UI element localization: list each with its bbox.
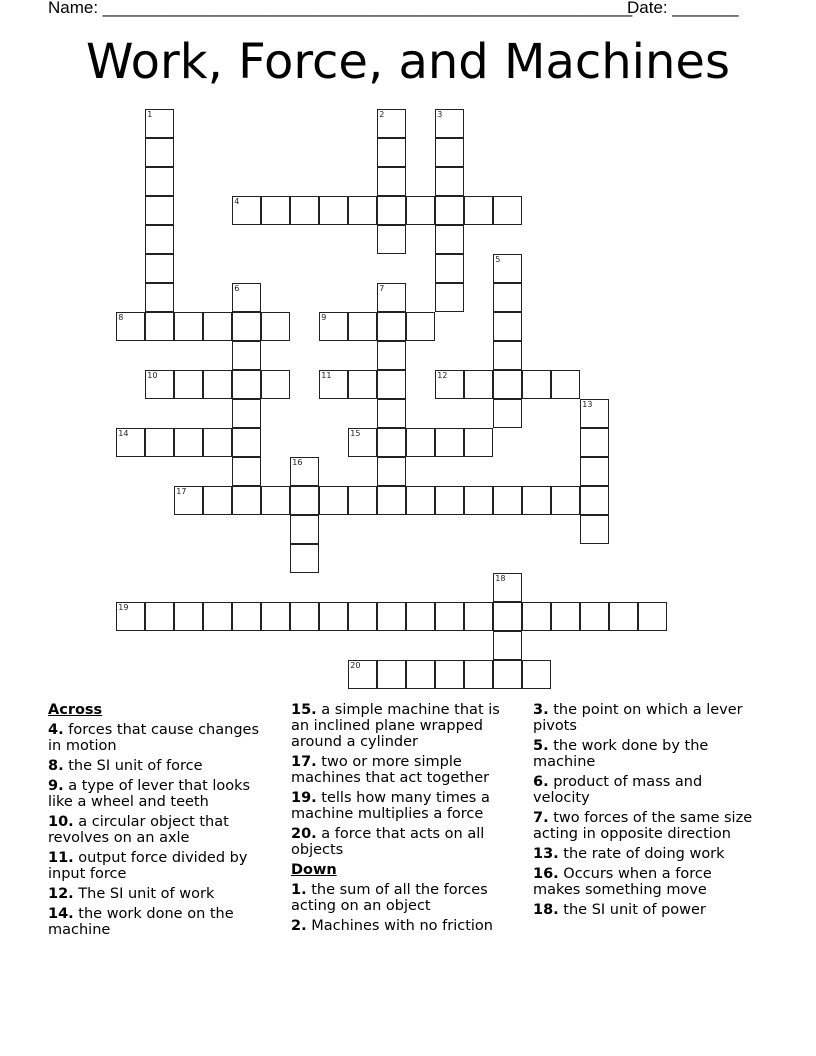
grid-cell[interactable] [551, 370, 580, 399]
grid-cell[interactable] [638, 602, 667, 631]
grid-cell[interactable] [493, 399, 522, 428]
clue-number: 19 [118, 603, 129, 613]
grid-cell[interactable] [377, 660, 406, 689]
grid-cell[interactable] [145, 167, 174, 196]
grid-cell[interactable] [435, 167, 464, 196]
clue-number: 3 [437, 110, 443, 120]
grid-cell[interactable] [290, 515, 319, 544]
grid-cell[interactable] [348, 660, 377, 689]
clue-down-18: 18. the SI unit of power [533, 902, 706, 918]
clue-across-9: 9. a type of lever that looks like a wheel and teeth [48, 778, 251, 810]
grid-cell[interactable] [348, 196, 377, 225]
grid-cell[interactable] [464, 428, 493, 457]
across-heading: Across [48, 702, 103, 718]
grid-cell[interactable] [551, 486, 580, 515]
grid-cell[interactable] [464, 486, 493, 515]
grid-cell[interactable] [145, 428, 174, 457]
grid-cell[interactable] [435, 602, 464, 631]
clue-across-17: 17. two or more simple machines that act together [291, 754, 490, 786]
grid-cell[interactable] [609, 602, 638, 631]
clues-column-2 [291, 702, 521, 938]
grid-cell[interactable] [377, 225, 406, 254]
grid-cell[interactable] [406, 312, 435, 341]
grid-cell[interactable] [493, 283, 522, 312]
clue-number: 1 [147, 110, 153, 120]
grid-cell[interactable] [377, 312, 406, 341]
clues-column-3 [533, 702, 763, 922]
date-field-label[interactable]: Date: _______ [627, 0, 739, 17]
grid-cell[interactable] [435, 283, 464, 312]
grid-cell[interactable] [377, 602, 406, 631]
grid-cell[interactable] [377, 428, 406, 457]
clue-number: 5 [495, 255, 501, 265]
grid-cell[interactable] [232, 283, 261, 312]
clue-down-7: 7. two forces of the same size acting in opposite direction [533, 810, 753, 842]
grid-cell[interactable] [464, 370, 493, 399]
clue-number: 8 [118, 313, 124, 323]
clue-number: 18 [495, 574, 506, 584]
grid-cell[interactable] [435, 428, 464, 457]
grid-cell[interactable] [290, 486, 319, 515]
grid-cell[interactable] [319, 312, 348, 341]
grid-cell[interactable] [377, 196, 406, 225]
grid-cell[interactable] [493, 573, 522, 602]
down-heading: Down [291, 862, 337, 878]
grid-cell[interactable] [116, 312, 145, 341]
grid-cell[interactable] [522, 602, 551, 631]
grid-cell[interactable] [203, 312, 232, 341]
grid-cell[interactable] [348, 370, 377, 399]
grid-cell[interactable] [145, 196, 174, 225]
clue-down-16: 16. Occurs when a force makes something move [533, 866, 712, 898]
grid-cell[interactable] [464, 602, 493, 631]
grid-cell[interactable] [319, 370, 348, 399]
grid-cell[interactable] [232, 457, 261, 486]
grid-cell[interactable] [319, 486, 348, 515]
grid-cell[interactable] [464, 196, 493, 225]
grid-cell[interactable] [145, 312, 174, 341]
grid-cell[interactable] [493, 486, 522, 515]
grid-cell[interactable] [203, 370, 232, 399]
grid-cell[interactable] [203, 602, 232, 631]
clue-across-12: 12. The SI unit of work [48, 886, 215, 902]
clue-number: 17 [176, 487, 187, 497]
grid-cell[interactable] [580, 515, 609, 544]
grid-cell[interactable] [435, 486, 464, 515]
grid-cell[interactable] [406, 660, 435, 689]
clue-number: 10 [147, 371, 158, 381]
grid-cell[interactable] [232, 370, 261, 399]
grid-cell[interactable] [319, 602, 348, 631]
clue-number: 6 [234, 284, 240, 294]
clue-down-13: 13. the rate of doing work [533, 846, 725, 862]
clue-across-20: 20. a force that acts on all objects [291, 826, 485, 858]
clue-across-14: 14. the work done on the machine [48, 906, 234, 938]
grid-cell[interactable] [116, 602, 145, 631]
grid-cell[interactable] [377, 486, 406, 515]
grid-cell[interactable] [145, 283, 174, 312]
grid-cell[interactable] [116, 428, 145, 457]
grid-cell[interactable] [174, 370, 203, 399]
grid-cell[interactable] [377, 283, 406, 312]
grid-cell[interactable] [435, 225, 464, 254]
clue-number: 11 [321, 371, 332, 381]
clue-across-4: 4. forces that cause changes in motion [48, 722, 259, 754]
clue-across-19: 19. tells how many times a machine multiplies a force [291, 790, 490, 822]
clue-across-11: 11. output force divided by input force [48, 850, 248, 882]
grid-cell[interactable] [261, 196, 290, 225]
clue-across-15: 15. a simple machine that is an inclined plane wrapped around a cylinder [291, 702, 500, 750]
clue-down-2: 2. Machines with no friction [291, 918, 493, 934]
grid-cell[interactable] [377, 167, 406, 196]
grid-cell[interactable] [145, 602, 174, 631]
grid-cell[interactable] [406, 428, 435, 457]
grid-cell[interactable] [406, 602, 435, 631]
clue-number: 7 [379, 284, 385, 294]
grid-cell[interactable] [377, 138, 406, 167]
clue-number: 4 [234, 197, 240, 207]
grid-cell[interactable] [290, 196, 319, 225]
grid-cell[interactable] [406, 486, 435, 515]
grid-cell[interactable] [348, 428, 377, 457]
grid-cell[interactable] [232, 341, 261, 370]
clue-down-5: 5. the work done by the machine [533, 738, 709, 770]
grid-cell[interactable] [261, 486, 290, 515]
clues-column-1 [48, 702, 273, 942]
grid-cell[interactable] [232, 428, 261, 457]
clue-number: 9 [321, 313, 327, 323]
grid-cell[interactable] [406, 196, 435, 225]
grid-cell[interactable] [261, 370, 290, 399]
grid-cell[interactable] [435, 660, 464, 689]
grid-cell[interactable] [174, 428, 203, 457]
grid-cell[interactable] [580, 602, 609, 631]
grid-cell[interactable] [493, 631, 522, 660]
grid-cell[interactable] [551, 602, 580, 631]
grid-cell[interactable] [377, 457, 406, 486]
grid-cell[interactable] [435, 196, 464, 225]
grid-cell[interactable] [464, 660, 493, 689]
grid-cell[interactable] [522, 370, 551, 399]
grid-cell[interactable] [435, 138, 464, 167]
grid-cell[interactable] [493, 196, 522, 225]
grid-cell[interactable] [348, 602, 377, 631]
grid-cell[interactable] [580, 486, 609, 515]
grid-cell[interactable] [232, 602, 261, 631]
grid-cell[interactable] [493, 602, 522, 631]
grid-cell[interactable] [232, 312, 261, 341]
clue-number: 20 [350, 661, 361, 671]
grid-cell[interactable] [493, 370, 522, 399]
clue-number: 16 [292, 458, 303, 468]
grid-cell[interactable] [232, 399, 261, 428]
grid-cell[interactable] [145, 370, 174, 399]
clue-down-6: 6. product of mass and velocity [533, 774, 703, 806]
grid-cell[interactable] [377, 399, 406, 428]
grid-cell[interactable] [290, 602, 319, 631]
clue-number: 13 [582, 400, 593, 410]
name-field-label[interactable]: Name: ________________________________________________________ [48, 0, 633, 17]
grid-cell[interactable] [377, 109, 406, 138]
grid-cell[interactable] [290, 544, 319, 573]
grid-cell[interactable] [493, 341, 522, 370]
crossword-grid [117, 110, 677, 700]
clue-down-1: 1. the sum of all the forces acting on an object [291, 882, 488, 914]
grid-cell[interactable] [377, 370, 406, 399]
grid-cell[interactable] [377, 341, 406, 370]
grid-cell[interactable] [348, 486, 377, 515]
grid-cell[interactable] [580, 399, 609, 428]
grid-cell[interactable] [203, 486, 232, 515]
clue-number: 2 [379, 110, 385, 120]
grid-cell[interactable] [348, 312, 377, 341]
page-title: Work, Force, and Machines [86, 34, 730, 90]
grid-cell[interactable] [522, 660, 551, 689]
grid-cell[interactable] [174, 486, 203, 515]
grid-cell[interactable] [145, 225, 174, 254]
grid-cell[interactable] [493, 660, 522, 689]
grid-cell[interactable] [319, 196, 348, 225]
grid-cell[interactable] [145, 254, 174, 283]
clue-down-3: 3. the point on which a lever pivots [533, 702, 743, 734]
grid-cell[interactable] [174, 312, 203, 341]
grid-cell[interactable] [232, 486, 261, 515]
grid-cell[interactable] [435, 254, 464, 283]
grid-cell[interactable] [145, 109, 174, 138]
grid-cell[interactable] [580, 457, 609, 486]
grid-cell[interactable] [261, 602, 290, 631]
clue-across-8: 8. the SI unit of force [48, 758, 203, 774]
grid-cell[interactable] [203, 428, 232, 457]
grid-cell[interactable] [435, 370, 464, 399]
grid-cell[interactable] [435, 109, 464, 138]
grid-cell[interactable] [145, 138, 174, 167]
grid-cell[interactable] [493, 312, 522, 341]
clue-number: 15 [350, 429, 361, 439]
clue-number: 12 [437, 371, 448, 381]
clue-across-10: 10. a circular object that revolves on an axle [48, 814, 229, 846]
grid-cell[interactable] [261, 312, 290, 341]
grid-cell[interactable] [493, 254, 522, 283]
grid-cell[interactable] [522, 486, 551, 515]
grid-cell[interactable] [290, 457, 319, 486]
clue-number: 14 [118, 429, 129, 439]
grid-cell[interactable] [232, 196, 261, 225]
grid-cell[interactable] [174, 602, 203, 631]
grid-cell[interactable] [580, 428, 609, 457]
